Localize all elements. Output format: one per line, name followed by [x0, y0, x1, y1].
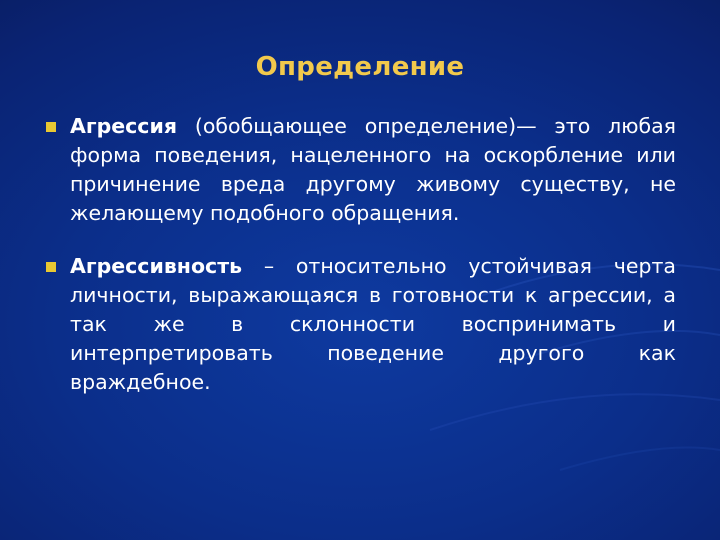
bullet-text: [70, 252, 676, 397]
square-bullet-icon: [46, 262, 56, 272]
square-bullet-icon: [46, 122, 56, 132]
definition-aggressiveness: – относительно устойчивая черта личности, выражающаяся в готовности к агрессии, а так же в склонности воспринимать и интерпретировать поведение другого как враждебное.: [70, 254, 676, 394]
term-aggressiveness: Агрессивность: [70, 254, 243, 278]
slide-title: Определение: [255, 52, 465, 82]
bullet-item-aggressiveness: [40, 252, 676, 397]
definition-aggression: (обобщающее определение)— это любая форма поведения, нацеленного на оскорбление или причинение вреда другому живому существу, не желающему подобного обращения.: [70, 114, 676, 225]
bullet-text: [70, 112, 676, 228]
term-aggression: Агрессия: [70, 114, 177, 138]
bullet-list: [40, 112, 676, 421]
bullet-item-aggression: [40, 112, 676, 228]
